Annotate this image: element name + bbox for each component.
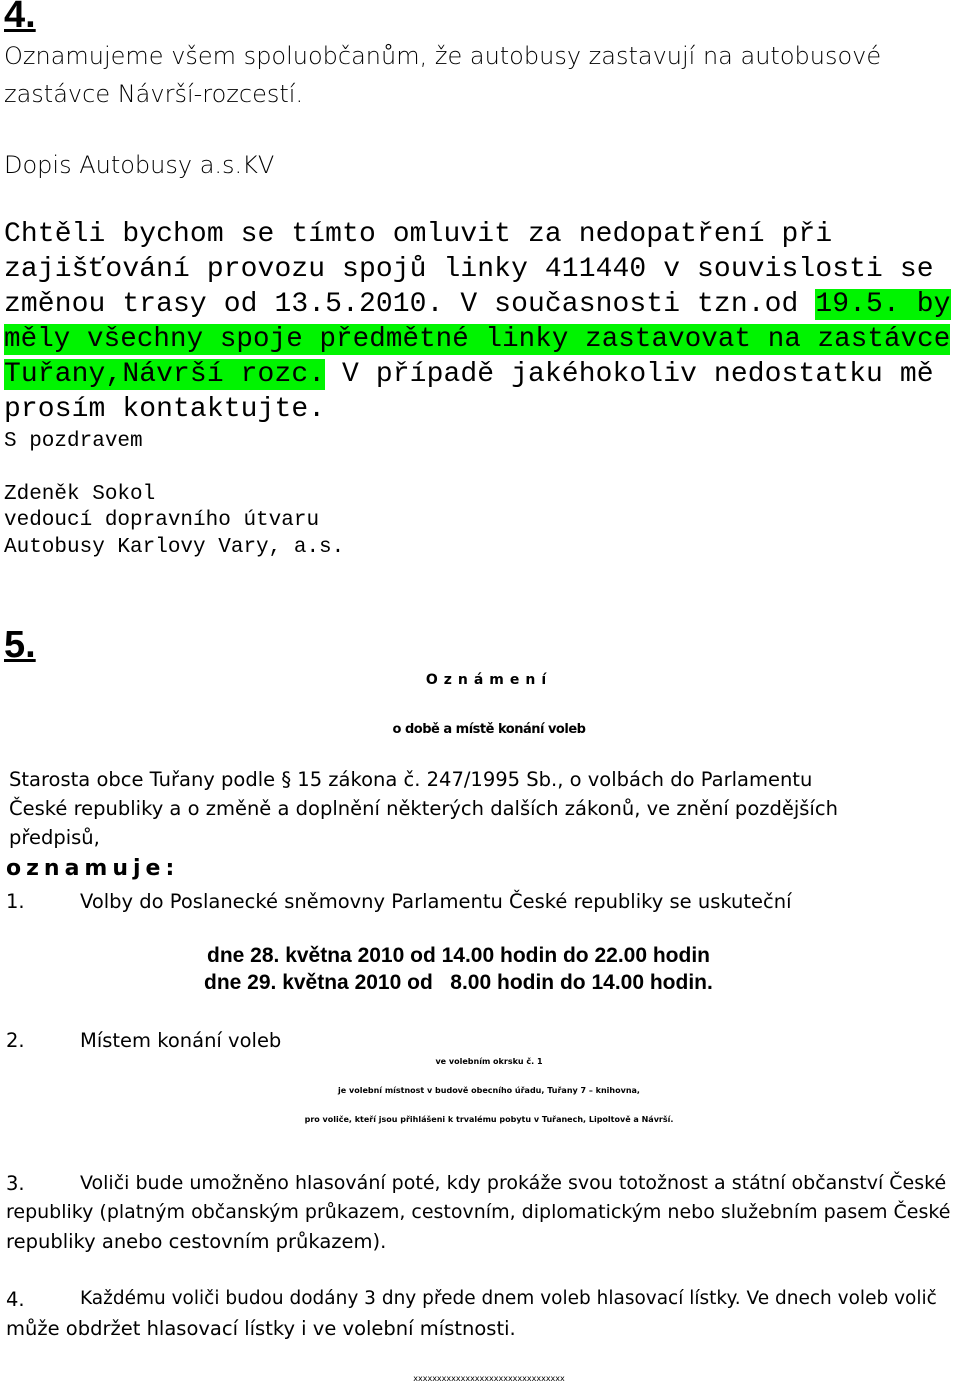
polling-place: je volební místnost v budově obecního úřadu, Tuřany 7 – knihovna,	[338, 1086, 640, 1095]
intro-line-1: Starosta obce Tuřany podle § 15 zákona č. 247/1995 Sb., o volbách do Parlamentu	[9, 768, 813, 791]
item-3-line-2: republiky (platným občanským průkazem, cestovním, diplomatickým nebo služebním pasem České	[6, 1201, 951, 1223]
letter-line-4-highlighted: měly všechny spoje předmětné linky zastavovat na zastávce	[4, 324, 951, 355]
item-3-number: 3.	[6, 1172, 25, 1195]
letter-line-3	[4, 289, 951, 320]
item-3-line-3: republiky anebo cestovním průkazem).	[6, 1230, 387, 1253]
polling-voters: pro voliče, kteří jsou přihlášeni k trvalému pobytu v Tuřanech, Lipoltově a Návrší.	[304, 1115, 674, 1124]
announces-heading: oznamuje:	[6, 856, 180, 881]
item-2-number: 2.	[6, 1029, 25, 1052]
signature-company: Autobusy Karlovy Vary, a.s.	[4, 536, 345, 559]
footer-separator: xxxxxxxxxxxxxxxxxxxxxxxxxxxxxxxx	[413, 1374, 565, 1383]
signature-name: Zdeněk Sokol	[4, 483, 156, 506]
highlighted-stop-name: Tuřany,Návrší rozc.	[4, 359, 326, 390]
section-5-number: 5.	[4, 624, 36, 666]
letter-intro: Dopis Autobusy a.s.KV	[4, 151, 275, 179]
letter-line-2: zajišťování provozu spojů linky 411440 v souvislosti se	[4, 254, 934, 285]
letter-line-5	[4, 359, 934, 390]
notice-title: Oznámení	[425, 672, 553, 688]
signature-role: vedoucí dopravního útvaru	[4, 509, 320, 532]
letter-line-1: Chtěli bychom se tímto omluvit za nedopatření při	[4, 219, 833, 250]
announcement-line-2: zastávce Návrší-rozcestí.	[4, 80, 304, 108]
item-4-number: 4.	[6, 1288, 25, 1311]
item-4-line-2: může obdržet hlasovací lístky i ve volební místnosti.	[6, 1317, 516, 1340]
polling-district: ve volebním okrsku č. 1	[435, 1057, 543, 1066]
item-2-text: Místem konání voleb	[80, 1029, 282, 1052]
intro-line-2: České republiky a o změně a doplnění některých dalších zákonů, ve znění pozdějších	[9, 797, 838, 820]
notice-subtitle: o době a místě konání voleb	[392, 722, 586, 737]
item-4-line-1: Každému voliči budou dodány 3 dny přede dnem voleb hlasovací lístky. Ve dnech voleb volič	[80, 1288, 937, 1309]
intro-line-3: předpisů,	[9, 826, 100, 849]
letter-line-6: prosím kontaktujte.	[4, 394, 326, 425]
letter-line-3-text: změnou trasy od 13.5.2010. V současnosti tzn.od	[4, 289, 816, 320]
section-4-number: 4.	[4, 0, 36, 36]
item-1-number: 1.	[6, 890, 25, 913]
item-3-line-1: Voliči bude umožněno hlasování poté, kdy prokáže svou totožnost a státní občanství České	[80, 1172, 947, 1194]
election-date-1: dne 28. května 2010 od 14.00 hodin do 22.00 hodin	[207, 944, 710, 967]
highlighted-date: 19.5. by	[815, 289, 951, 320]
letter-line-5-text: V případě jakéhokoliv nedostatku mě	[325, 359, 934, 390]
announcement-line-1: Oznamujeme všem spoluobčanům, že autobusy zastavují na autobusové	[4, 42, 882, 70]
letter-greeting: S pozdravem	[4, 430, 143, 453]
election-date-2: dne 29. května 2010 od 8.00 hodin do 14.00 hodin.	[204, 971, 713, 994]
item-1-text: Volby do Poslanecké sněmovny Parlamentu České republiky se uskuteční	[80, 890, 792, 913]
